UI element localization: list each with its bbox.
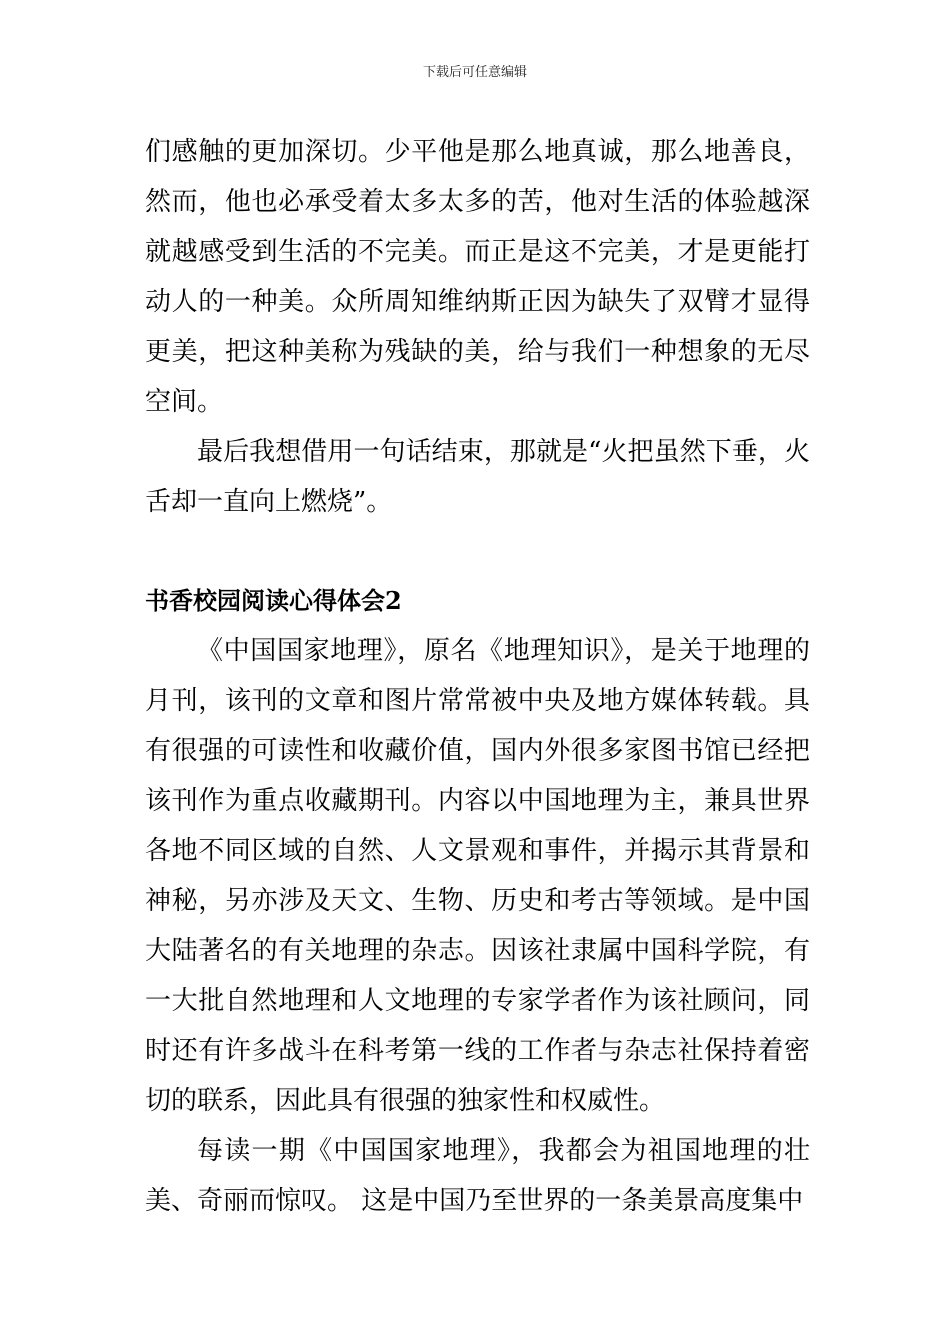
section-paragraph-intro: 《中国国家地理》，原名《地理知识》，是关于地理的月刊，该刊的文章和图片常常被中央及地方媒体转载。具有很强的可读性和收藏价值，国内外很多家图书馆已经把该刊作为重点收藏期刊。内容以中国地理为主，兼具世界各地不同区域的自然、人文景观和事件，并揭示其背景和神秘，另亦涉及天文、生物、历史和考古等领域。是中国大陆著名的有关地理的杂志。因该社隶属中国科学院，有一大批自然地理和人文地理的专家学者作为该社顾问，同时还有许多战斗在科考第一线的工作者与杂志社保持着密切的联系，因此具有很强的独家性和权威性。 xyxy=(145,636,810,1116)
section-spacer xyxy=(145,527,810,576)
document-body xyxy=(145,127,810,1226)
section-paragraph-second: 每读一期《中国国家地理》，我都会为祖国地理的壮美、奇丽而惊叹。 这是中国乃至世界的一条美景高度集中 xyxy=(145,1136,810,1216)
body-paragraph-closing: 最后我想借用一句话结束，那就是“火把虽然下垂，火舌却一直向上燃烧”。 xyxy=(145,437,810,517)
section-heading: 书香校园阅读心得体会2 xyxy=(145,586,402,615)
body-paragraph-continued: 们感触的更加深切。少平他是那么地真诚，那么地善良，然而，他也必承受着太多太多的苦，他对生活的体验越深就越感受到生活的不完美。而正是这不完美，才是更能打动人的一种美。众所周知维纳斯正因为缺失了双臂才显得更美，把这种美称为残缺的美，给与我们一种想象的无尽空间。 xyxy=(145,137,810,417)
page-header: 下载后可任意编辑 xyxy=(422,65,527,80)
